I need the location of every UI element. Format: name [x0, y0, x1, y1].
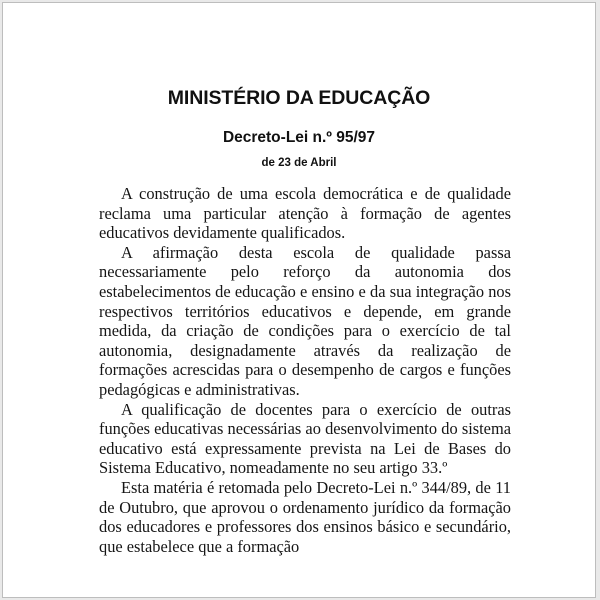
paragraph: A construção de uma escola democrática e de qualidade reclama uma particular atenção à formação de agentes educativos devidamente qualificados.: [99, 184, 511, 243]
document-body: [99, 184, 511, 556]
decree-date: de 23 de Abril: [261, 157, 337, 169]
document-page: [2, 2, 596, 598]
decree-title: Decreto-Lei n.º 95/97: [222, 129, 376, 146]
ministry-heading: MINISTÉRIO DA EDUCAÇÃO: [167, 87, 431, 109]
paragraph: Esta matéria é retomada pelo Decreto-Lei n.º 344/89, de 11 de Outubro, que aprovou o ordenamento jurídico da formação dos educadores e professores dos ensinos básico e secundário, que estabelece que a formação: [99, 477, 511, 556]
paragraph: A qualificação de docentes para o exercício de outras funções educativas necessárias ao desenvolvimento do sistema educativo está expressamente prevista na Lei de Bases do Sistema Educativo, nomeadamente no seu artigo 33.º: [99, 399, 511, 478]
paragraph: A afirmação desta escola de qualidade passa necessariamente pelo reforço da autonomia dos estabelecimentos de educação e ensino e da sua integração nos respectivos territórios educativos e depende, em grande medida, da criação de condições para o exercício de tal autonomia, designadamente através da realização de formações acrescidas para o desempenho de cargos e funções pedagógicas e administrativas.: [99, 242, 511, 399]
